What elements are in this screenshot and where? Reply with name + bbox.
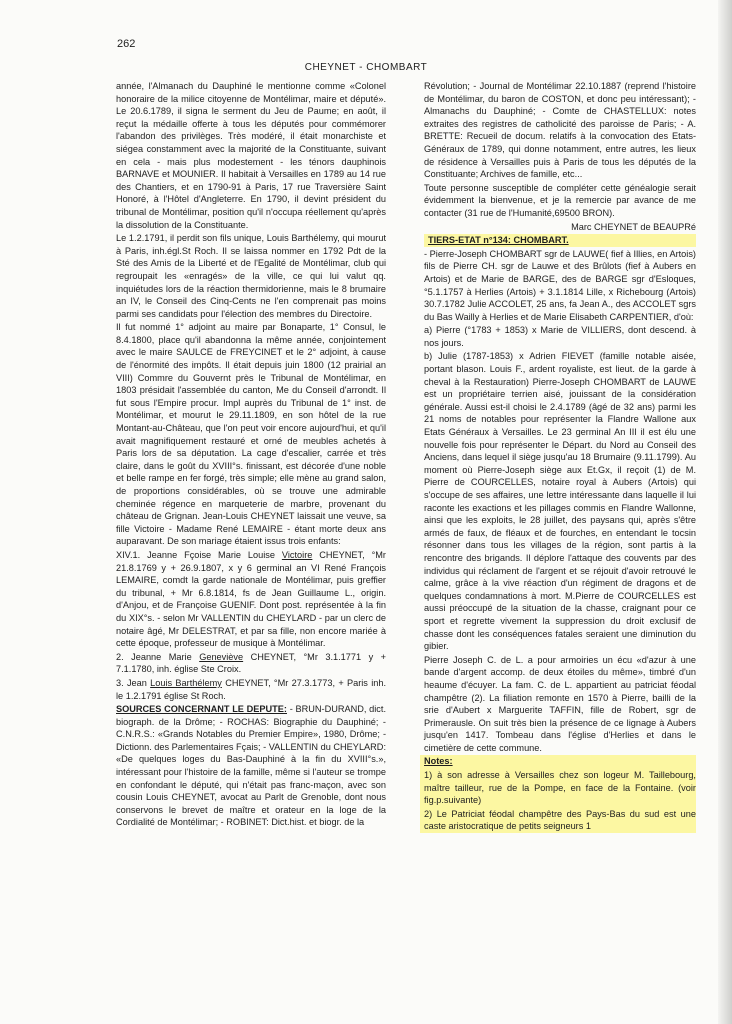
paragraph: Le 1.2.1791, il perdit son fils unique, Louis Barthélemy, qui mourut à Paris, inh.égl.St Roch. Il se laissa nommer en 1792 Pdt de la Sté des Amis de la Liberté et de l'Egalité de Montélimar, club qui regroupait les «enragés» de la ville, ce qui lui valut qq. inquiétudes lors de la réaction thermidorienne, mais le 8 brumaire an IV, le Conseil des Cinq-Cents ne l'en comprenait pas moins parmi ses candidats pour l'élection des membres du Directoire.: [116, 233, 386, 319]
sources-title: SOURCES CONCERNANT LE DEPUTE:: [116, 704, 287, 715]
child-entry: 3. Jean Louis Barthélemy CHEYNET, °Mr 27.3.1773, + Paris inh. le 1.2.1791 église St Roch.: [116, 677, 387, 701]
paragraph: Pierre Joseph C. de L. a pour armoiries un écu «d'azur à une bande d'argent accomp. de deux étoiles du même», timbré d'un heaume d'écuyer. La fam. C. de L. appartient au patriciat féodal champêtre (2). La filiation remonte en 1570 à Pierre, bailli de la srie d'Aubert x Marguerite TAFFIN, fille de Robert, sgr de Primerausle. On suit très bien la présence de ce lignage à Aubers jusqu'en 1417. Tombeau dans l'église d'Herlies et dans le cimetière de cette commune.: [424, 654, 696, 753]
section-title: TIERS-ETAT n°134: CHOMBART.: [424, 234, 696, 247]
notes-block: [420, 755, 696, 833]
paragraph: Il fut nommé 1° adjoint au maire par Bonaparte, 1° Consul, le 8.4.1800, place qu'il abandonna la même année, conjointement avec le maire SAULCE de FREYCINET et le 2° adjoint, à cause de l'énormité des impôts. Il était depuis juin 1800 (12 prairial an VIII) Commre du Gouvernt près le Tribunal de Montélimar, en 1803 présidait l'assemblée du canton, Me du Conseil d'arrondt. Il fut sous l'Empire procur. Impl auprès du Tribunal de 1° inst. de Montélimar, et mourut le 29.11.1809, en son hôtel de la rue Montant-au-Château, que l'on peut voir encore aujourd'hui, et qu'il avait magnifiquement restauré et orné de meubles achetés à Paris lors de sa députation. La cage d'escalier, carrée et très claire, dans le goût du XVIII°s. finissant, est décorée d'une noble et belle rampe en fer forgé, très simple; elle mène au grand salon, de proportions considérables, où se trouve une admirable cheminée régence en marqueterie de marbre, provenant du château de Grignan. Jean-Louis CHEYNET laissait une veuve, sa fille Victoire - Madame René LEMAIRE - étant morte deux ans auparavant. De son mariage étaient issus trois enfants:: [116, 322, 386, 547]
paragraph: année, l'Almanach du Dauphiné le mentionne comme «Colonel honoraire de la milice citoyenne de Montélimar, maire et député». Le 20.6.1789, il signa le serment du Jeu de Paume; en août, il reçut la médaille offerte à tous les députés pour commémorer l'abandon des privilèges. Très modéré, il était monarchiste et siégea constamment avec la majorité de la Constituante, suivant en cela - mais plus modestement - les ténors dauphinois BARNAVE et MOUNIER. Il habitait à Versailles en 1789 au 14 rue des Chantiers, et en 1790-91 à Paris, 17 rue Traversière Saint Honoré, à l'Hôtel d'Angleterre. En 1790, il devint président du tribunal de Montélimar, position qu'il n'occupa réellement qu'après la dissolution de la Constituante.: [116, 81, 386, 230]
left-column: [116, 80, 386, 830]
right-column: [424, 80, 696, 834]
page-number: 262: [117, 38, 136, 50]
list-item: b) Julie (1787-1853) x Adrien FIEVET (famille notable aisée, portant blason. Louis F., ardent royaliste, est lieut. de la garde à cheval à la Restauration) Pierre-Joseph CHOMBART de LAUWE est un propriétaire terrien aisé, jouissant de la considération générale. Aussi est-il choisi le 2.4.1789 (âgé de 32 ans) parmi les 21 noms de notables pour représenter la Flandre Wallone aux Etats Généraux à Versailles. Le 23 germinal An III il est élu une nouvelle fois pour représenter le Départ. du Nord au Conseil des Anciens, dans lequel il siège jusqu'au 18 Brumaire (9.11.1799). Au moment où Pierre-Joseph siège aux Et.Gx, il reçoit (1) de M. Pierre de COURCELLES, notaire royal à Aubers (Artois) qui s'occupe de ses affaires, une lettre intéressante dans laquelle il lui raconte les exactions et les pillages commis en Flandre Wallonne, ainsi que les exploits, le 28 juillet, des paysans qui, après s'être armés de faux, de fléaux et de fourches, en entendant le tocsin résonner dans tous les villages de la région, sont partis à la rencontre des brigands. Il déplore l'attaque des couvents par des individus qui réclament de l'argent et se réjouit d'avoir retrouvé le calme, grâce à la vive réaction d'un régiment de dragons et de quelques condamnations à mort. M.Pierre de COURCELLES est aussi préoccupé de la situation de la chasse, craignant pour ce sport et regrette vivement la suppression du droit exclusif de chasse dont les conséquences fatales seraient une diminution du gibier.: [424, 351, 696, 652]
notes-title: Notes:: [424, 756, 453, 767]
note-item: 2) Le Patriciat féodal champêtre des Pays-Bas du sud est une caste aristocratique de petits seigneurs 1: [424, 808, 696, 832]
paragraph: Révolution; - Journal de Montélimar 22.10.1887 (reprend l'histoire de Montélimar, du baron de COSTON, et donc peu intéressant); - Almanachs du Dauphiné; - Comte de CHASTELLUX: notes extraites des registres de catholicité des paroisse de Paris; - A. BRETTE: Recueil de docum. relatifs à la convocation des Etats-Généraux de 1789, qui donne notamment, entre autres, les lieux de résidence à Versailles puis à Paris de tous les députés de la Constituante; Archives de famille, etc...: [424, 81, 696, 180]
author-signature: Marc CHEYNET de BEAUPRé: [571, 221, 696, 232]
child-entry: 2. Jeanne Marie Geneviève CHEYNET, °Mr 3.1.1771 y + 7.1.1780, inh. église Ste Croix.: [116, 651, 387, 675]
sources-paragraph: SOURCES CONCERNANT LE DEPUTE: - BRUN-DURAND, dict. biograph. de la Drôme; - ROCHAS: Biographie du Dauphiné; - C.N.R.S.: «Grands Notables du Premier Empire», 1980, Drôme; - Dictionn. des Parlementaires Fçais; - VALLENTIN du CHEYLARD: «De quelques loges du Bas-Dauphiné à la fin du XVIII°s.», intéressant pour l'histoire de la famille, même si l'auteur se trompe en confondant le député, qui n'était pas franc-maçon, avec son cousin Louis CHEYNET, avocat au Parlt de Grenoble, dont nous conservons le brevet de maître et orateur en la loge de la Cordialité de Montélimar; - ROBINET: Dict.hist. et biogr. de la: [116, 704, 386, 828]
binding-shadow: [718, 0, 732, 1024]
paragraph: Toute personne susceptible de compléter cette généalogie serait évidemment la bienvenue, et je la remercie par avance de me contacter (31 rue de l'Humanité,69500 BRON).: [424, 182, 696, 218]
paragraph: - Pierre-Joseph CHOMBART sgr de LAUWE( fief à Illies, en Artois) fils de Pierre CH. sgr de Lauwe et des Brûlots (fief à Aubers en Artois) et de Marie de BARGE, des de BARGE sgr d'Esloques, °5.1.1757 à Herlies (Artois) + 3.1.1814 Lille, x Richebourg (Artois) 30.7.1782 Julie ACCOLET, 25 ans, fa Jean A., des ACCOLET sgrs du Bas Wailly à Herlies et de Marie Elisabeth CARPENTIER, d'où:: [424, 248, 696, 322]
child-entry: XIV.1. Jeanne Fçoise Marie Louise Victoire CHEYNET, °Mr 21.8.1769 y + 26.9.1807, x y 6 germinal an VI René François LEMAIRE, comdt la garde nationale de Montélimar, puis greffier du tribunal, + Mr 6.8.1814, fs de Jean Guillaume L., origin. d'Anjou, et de Françoise GUENIF. Dont post. représentée à la fin du XIX°s. - selon Mr VALLENTIN du CHEYLARD - par un clerc de notaire âgé, Mr DELESTRAT, et par sa fille, non encore mariée à cette époque, professeur de musique à Montélimar.: [116, 549, 386, 649]
running-head: CHEYNET - CHOMBART: [304, 62, 428, 73]
list-item: a) Pierre (°1783 + 1853) x Marie de VILLIERS, dont descend. à nos jours.: [424, 325, 696, 348]
note-item: 1) à son adresse à Versailles chez son logeur M. Taillebourg, maître tailleur, rue de la Pompe, en face de la Fontaine. (voir fig.p.suivante): [424, 770, 696, 806]
